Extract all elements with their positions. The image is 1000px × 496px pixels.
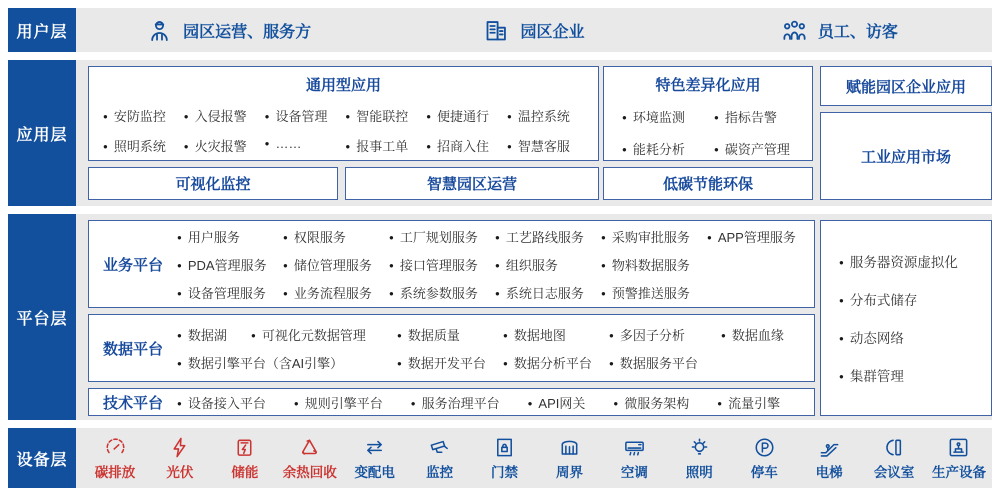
empower-apps-box [820, 66, 992, 106]
device-label: 余热回收 [282, 464, 337, 480]
app-item: ● 火灾报警 [184, 136, 265, 155]
user-group-operator [76, 17, 381, 44]
visual-monitoring-box [88, 167, 338, 200]
device-pv [151, 436, 209, 481]
platform-item: ● 数据开发平台 [397, 353, 503, 372]
platform-item: ● 数据质量 [397, 325, 503, 344]
platform-item: ● 数据引擎平台（含AI引擎） [177, 353, 397, 372]
platform-item: ● 储位管理服务 [283, 255, 389, 274]
tech-platform-box [88, 388, 815, 416]
user-group-label: 园区运营、服务方 [183, 23, 312, 41]
general-apps-items [89, 95, 598, 155]
app-item: ● 碳资产管理 [714, 139, 790, 158]
bulb-icon [688, 436, 711, 459]
platform-item: ● 数据服务平台 [609, 353, 698, 372]
app-item: ● 入侵报警 [184, 106, 265, 125]
device-power-distribution [346, 436, 404, 481]
business-platform-items [177, 227, 814, 302]
special-apps-box [603, 66, 813, 161]
device-label: 储能 [231, 464, 259, 480]
app-item: ● 智能联控 [345, 106, 426, 125]
industry-market-title: 工业应用市场 [860, 148, 951, 166]
battery-icon [233, 436, 256, 459]
device-meeting-room [865, 436, 923, 481]
device-lighting [670, 436, 728, 481]
platform-item: ● 数据地图 [503, 325, 609, 344]
user-groups [76, 8, 992, 52]
platform-item: ● 系统参数服务 [389, 283, 495, 302]
general-apps-title: 通用型应用 [305, 77, 381, 94]
device-label: 变配电 [354, 464, 395, 480]
platform-item: ● 系统日志服务 [495, 283, 601, 302]
platform-item: ● 权限服务 [283, 227, 389, 246]
business-platform-title: 业务平台 [102, 256, 163, 274]
layer-row-user [8, 8, 992, 52]
app-item: ● 安防监控 [103, 106, 184, 125]
cctv-icon [428, 436, 451, 459]
device-surveillance [411, 436, 469, 481]
app-item: ● …… [265, 136, 346, 155]
low-carbon-box [603, 167, 813, 200]
app-item: ● 报事工单 [345, 136, 426, 155]
platform-item: ● 物料数据服务 [601, 255, 707, 274]
user-group-label: 员工、访客 [817, 23, 898, 41]
bolt-icon [168, 436, 191, 459]
exchange-icon [363, 436, 386, 459]
platform-item: ● 数据血缘 [721, 325, 784, 344]
data-platform-title: 数据平台 [102, 340, 163, 358]
meeting-icon [883, 436, 906, 459]
app-item: ● 便捷通行 [426, 106, 507, 125]
platform-item: ● PDA管理服务 [177, 255, 283, 274]
device-label: 光伏 [166, 464, 194, 480]
low-carbon-title: 低碳节能环保 [662, 176, 753, 193]
app-item: ● 照明系统 [103, 136, 184, 155]
app-item: ● 智慧客服 [507, 136, 588, 155]
tech-platform-title: 技术平台 [102, 394, 163, 412]
infrastructure-box [820, 220, 992, 416]
app-item: ● 环境监测 [622, 107, 714, 126]
perimeter-icon [558, 436, 581, 459]
infra-item: ● 服务器资源虚拟化 [839, 251, 991, 271]
device-production [930, 436, 988, 481]
app-item: ● 设备管理 [265, 106, 346, 125]
layer-row-application [8, 60, 992, 206]
building-icon [483, 17, 510, 44]
device-perimeter [540, 436, 598, 481]
gauge-icon [104, 436, 127, 459]
smart-park-ops-title: 智慧园区运营 [426, 176, 517, 193]
layer-label-user: 用户层 [8, 8, 76, 52]
device-label: 会议室 [873, 464, 915, 480]
tech-platform-items [177, 393, 780, 412]
platform-item: ● 组织服务 [495, 255, 601, 274]
device-label: 电梯 [815, 464, 843, 480]
infra-item: ● 分布式储存 [839, 289, 991, 309]
device-label: 生产设备 [931, 464, 986, 480]
platform-item: ● 数据分析平台 [503, 353, 609, 372]
platform-item: ● 用户服务 [177, 227, 283, 246]
platform-item: ● 设备接入平台 [177, 393, 266, 412]
user-group-enterprise [381, 17, 686, 44]
platform-item: ● API网关 [528, 393, 586, 412]
worker-icon [146, 17, 173, 44]
device-storage [216, 436, 274, 481]
recycle-icon [298, 436, 321, 459]
device-carbon [86, 436, 144, 481]
platform-item: ● 工艺路线服务 [495, 227, 601, 246]
data-platform-box [88, 314, 815, 382]
device-access-control [476, 436, 534, 481]
app-item: ● 能耗分析 [622, 139, 714, 158]
user-group-visitors [687, 17, 992, 44]
platform-item: ● 可视化元数据管理 [251, 325, 397, 344]
machine-icon [947, 436, 970, 459]
door-lock-icon [493, 436, 516, 459]
layer-row-platform [8, 214, 992, 420]
infra-item: ● 动态网络 [839, 327, 991, 347]
visual-monitoring-title: 可视化监控 [175, 176, 251, 193]
app-item: ● 指标告警 [714, 107, 777, 126]
device-hvac [605, 436, 663, 481]
platform-item: ● 预警推送服务 [601, 283, 707, 302]
device-label: 照明 [685, 464, 713, 480]
industry-market-box [820, 112, 992, 200]
platform-item: ● 数据湖 [177, 325, 251, 344]
special-apps-items [604, 95, 812, 158]
app-item: ● 温控系统 [507, 106, 588, 125]
device-parking [735, 436, 793, 481]
platform-item: ● APP管理服务 [707, 227, 813, 246]
special-apps-title: 特色差异化应用 [655, 77, 761, 94]
device-items [86, 428, 988, 488]
general-apps-box [88, 66, 599, 161]
platform-item: ● 工厂规划服务 [389, 227, 495, 246]
device-label: 周界 [555, 464, 583, 480]
device-elevator [800, 436, 858, 481]
platform-item: ● 规则引擎平台 [294, 393, 383, 412]
platform-item: ● 服务治理平台 [411, 393, 500, 412]
escalator-icon [818, 436, 841, 459]
platform-item: ● 设备管理服务 [177, 283, 283, 302]
data-platform-items [177, 325, 814, 372]
device-label: 碳排放 [94, 464, 136, 480]
platform-item: ● 多因子分析 [609, 325, 721, 344]
smart-park-ops-box [345, 167, 599, 200]
layer-label-platform: 平台层 [8, 214, 76, 420]
layer-label-application: 应用层 [8, 60, 76, 206]
empower-apps-title: 赋能园区企业应用 [845, 78, 966, 96]
people-icon [781, 17, 808, 44]
infra-item: ● 集群管理 [839, 365, 991, 385]
user-group-label: 园区企业 [520, 23, 585, 41]
parking-icon [753, 436, 776, 459]
device-label: 门禁 [491, 464, 519, 480]
business-platform-box [88, 220, 815, 308]
device-heat-recovery [281, 436, 339, 481]
device-label: 空调 [620, 464, 648, 480]
ac-icon [623, 436, 646, 459]
platform-item: ● 微服务架构 [613, 393, 689, 412]
platform-item: ● 流量引擎 [717, 393, 780, 412]
platform-item: ● 业务流程服务 [283, 283, 389, 302]
layer-label-device: 设备层 [8, 428, 76, 488]
layer-row-device [8, 428, 992, 488]
app-item: ● 招商入住 [426, 136, 507, 155]
device-label: 监控 [426, 464, 454, 480]
platform-item: ● 接口管理服务 [389, 255, 495, 274]
device-label: 停车 [750, 464, 778, 480]
platform-item: ● 采购审批服务 [601, 227, 707, 246]
